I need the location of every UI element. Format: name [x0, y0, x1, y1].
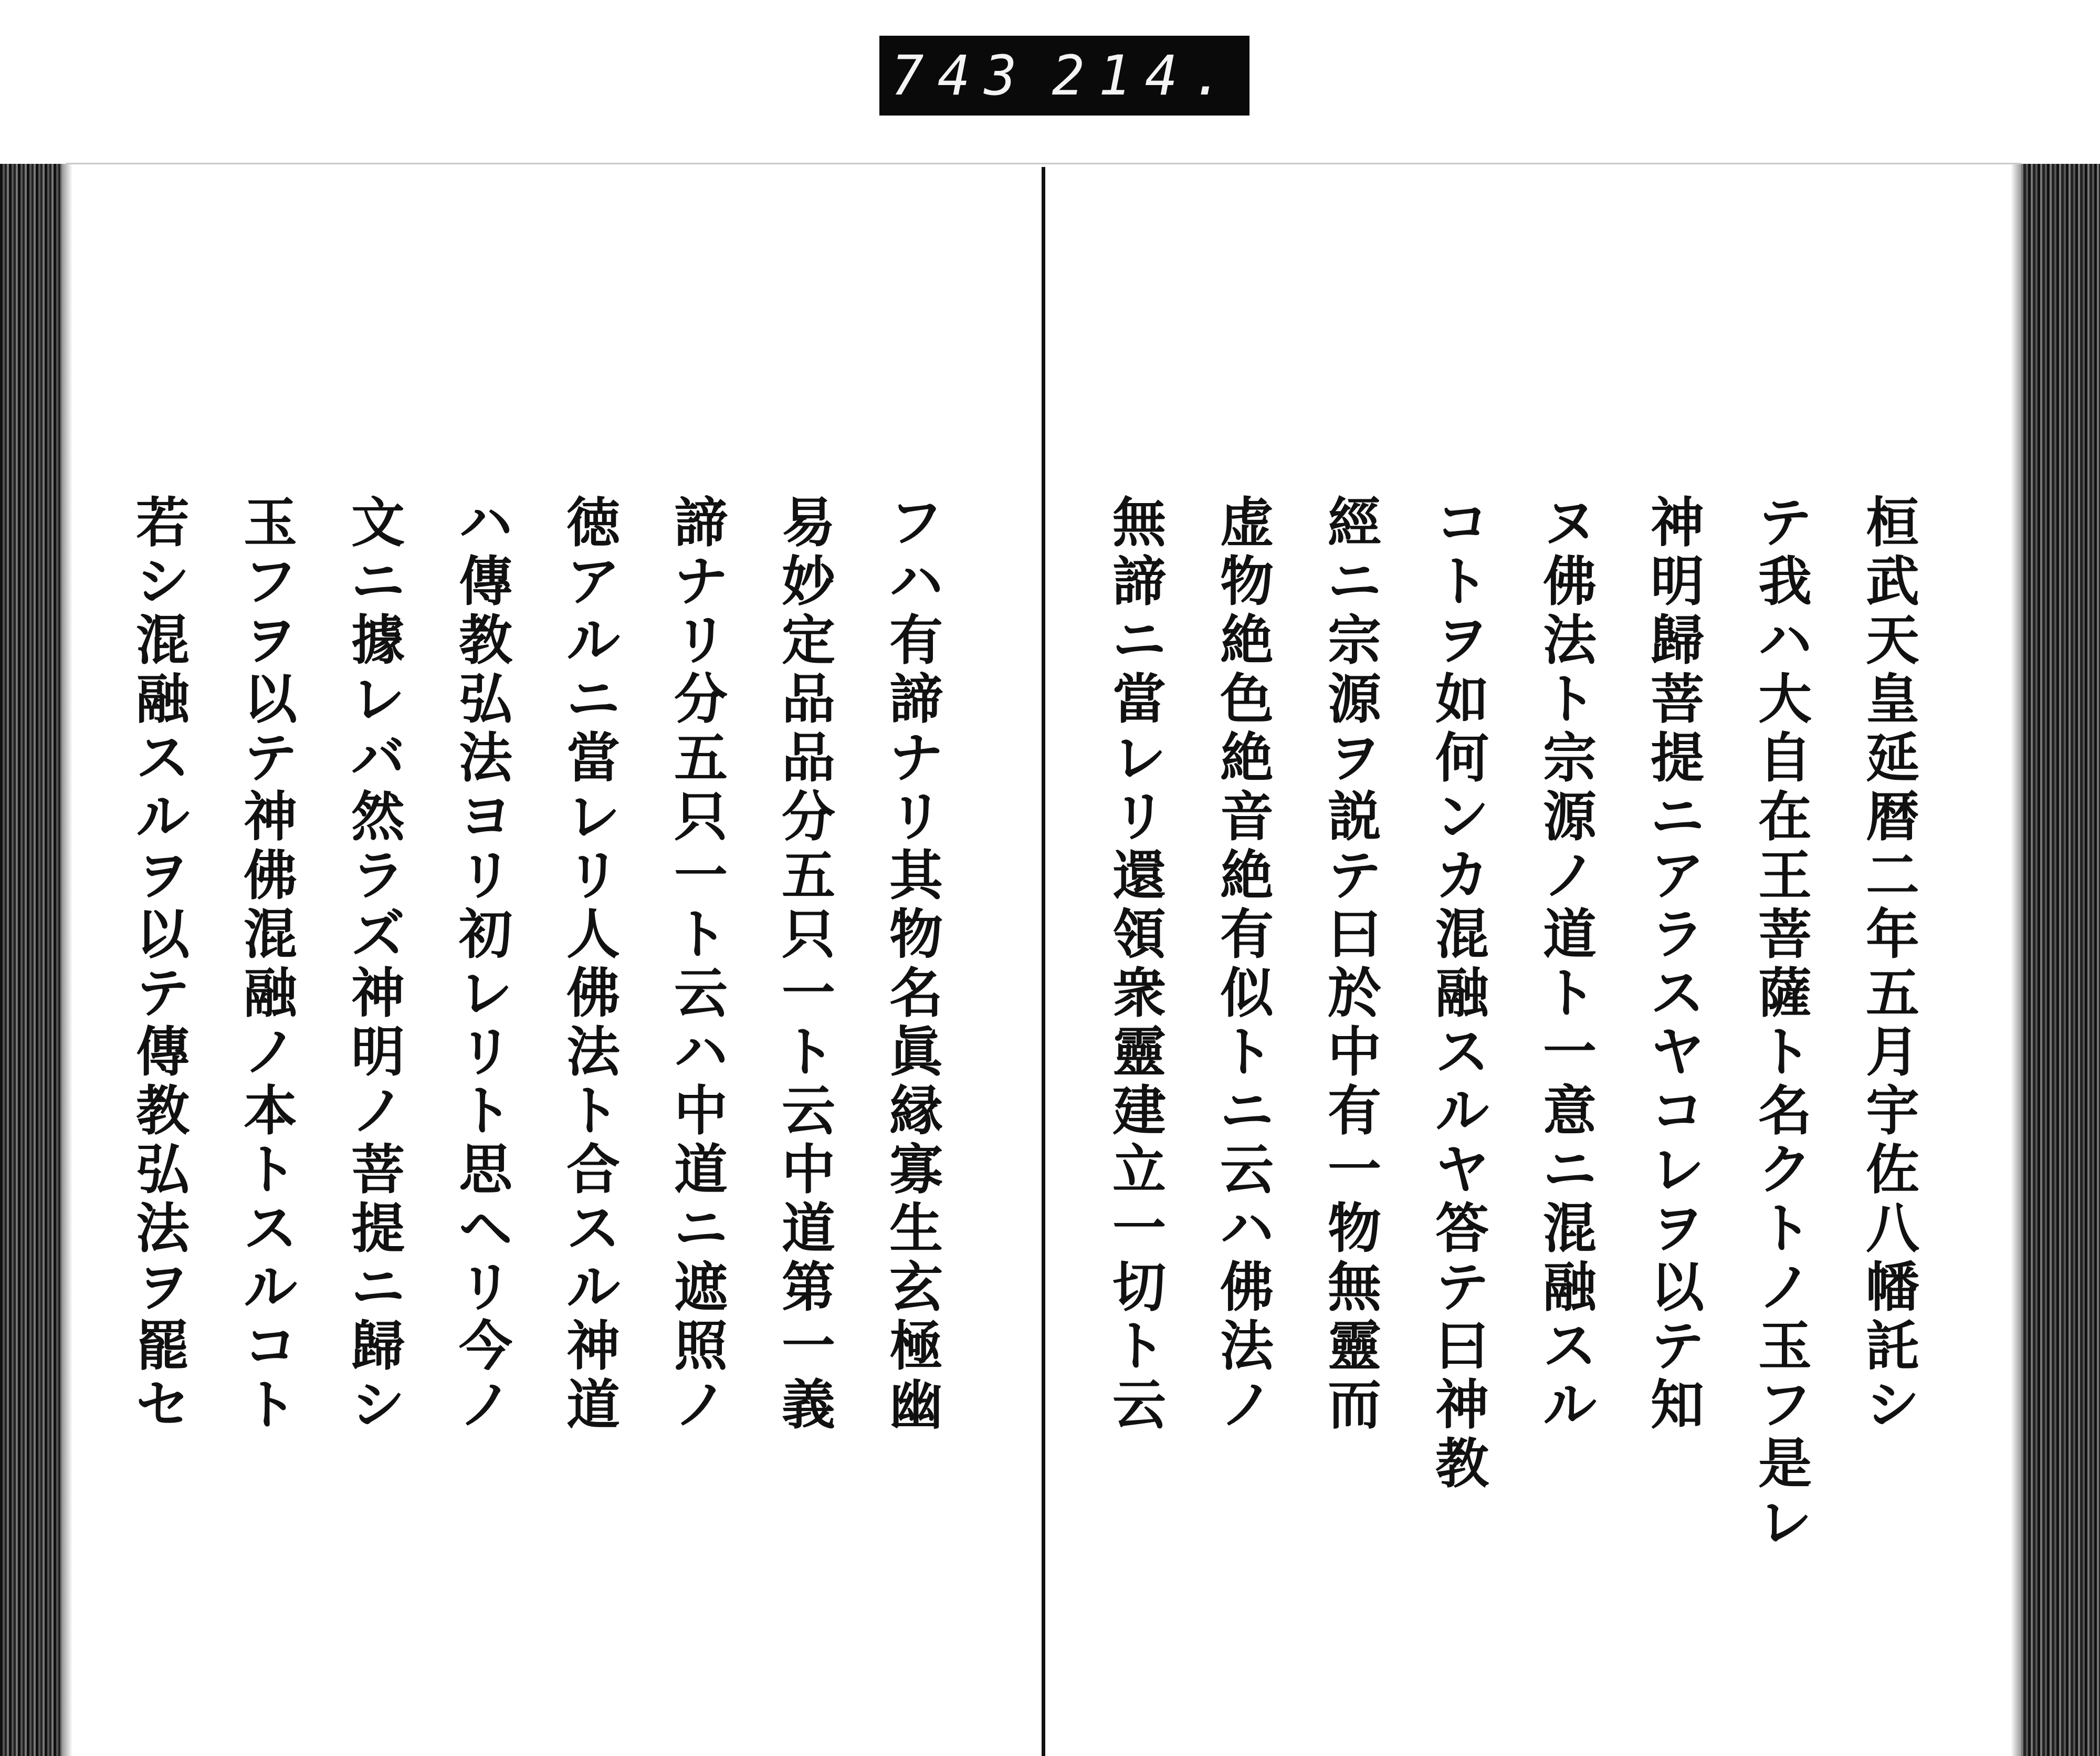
column-character: 中	[1328, 1021, 1381, 1084]
column-character: コ	[244, 1315, 297, 1378]
book-gutter	[1042, 167, 1045, 1756]
column-character: 宇	[1866, 1080, 1919, 1143]
column-character: 融	[1543, 1256, 1597, 1319]
column-character: 有	[1328, 1080, 1381, 1143]
column-character: 絶	[1220, 844, 1274, 907]
column-character: 神	[566, 1315, 620, 1378]
column-character: 切	[1112, 1256, 1166, 1319]
column-character: 神	[244, 786, 297, 849]
column-character: 思	[459, 1138, 512, 1201]
column-character: ハ	[889, 550, 943, 613]
column-character: セ	[136, 1374, 190, 1437]
column-character: 玄	[889, 1256, 943, 1319]
column-character: 靈	[1112, 1021, 1166, 1084]
column-character: 菩	[1758, 903, 1812, 966]
column-character: フ	[244, 550, 297, 613]
column-character: ト	[1543, 668, 1597, 731]
column-character: 明	[351, 1021, 405, 1084]
column-character: 當	[566, 727, 620, 790]
column-character: ス	[566, 1197, 620, 1260]
column-character: ヲ	[136, 1256, 190, 1319]
column-character: 云	[674, 962, 728, 1025]
column-character: ハ	[459, 492, 512, 555]
column-character: ナ	[889, 727, 943, 790]
column-character: 法	[1543, 609, 1597, 672]
column-character: 定	[782, 609, 835, 672]
column-character: 罷	[136, 1315, 190, 1378]
column-character: 名	[1758, 1080, 1812, 1143]
column-character: リ	[674, 609, 728, 672]
text-column	[766, 494, 850, 1435]
column-character: レ	[1651, 1138, 1704, 1201]
column-character: 佛	[1220, 1256, 1274, 1319]
column-character: 佛	[566, 962, 620, 1025]
column-character: 以	[244, 668, 297, 731]
column-character: 二	[1866, 844, 1919, 907]
column-character: ヲ	[136, 844, 190, 907]
column-character: 年	[1866, 903, 1919, 966]
column-character: 佛	[244, 844, 297, 907]
column-character: 五	[1866, 962, 1919, 1025]
column-character: 皇	[1866, 668, 1919, 731]
column-character: 混	[1543, 1197, 1597, 1260]
column-character: 合	[566, 1138, 620, 1201]
column-character: 混	[244, 903, 297, 966]
column-character: テ	[1758, 492, 1812, 555]
column-character: ノ	[351, 1080, 405, 1143]
text-column	[1528, 494, 1612, 1435]
column-character: 我	[1758, 550, 1812, 613]
column-character: 有	[1220, 903, 1274, 966]
column-character: 融	[1435, 962, 1489, 1025]
text-column	[874, 494, 958, 1435]
column-character: 品	[782, 727, 835, 790]
column-character: 物	[1220, 550, 1274, 613]
column-character: ハ	[674, 1021, 728, 1084]
column-character: 託	[1866, 1315, 1919, 1378]
column-character: 提	[351, 1197, 405, 1260]
column-character: 極	[889, 1315, 943, 1378]
column-character: テ	[136, 962, 190, 1025]
frame-number-right: 214.	[1052, 44, 1238, 108]
column-character: 色	[1220, 668, 1274, 731]
column-character: 只	[782, 903, 835, 966]
column-character: ス	[1651, 962, 1704, 1025]
book-edge-left-shadow	[62, 164, 72, 1756]
column-character: 生	[889, 1197, 943, 1260]
column-character: 弘	[136, 1138, 190, 1201]
column-character: ニ	[566, 668, 620, 731]
column-character: ト	[459, 1080, 512, 1143]
column-character: ル	[1543, 1374, 1597, 1437]
column-character: 法	[459, 727, 512, 790]
column-character: 何	[1435, 727, 1489, 790]
column-character: ヤ	[1435, 1138, 1489, 1201]
column-character: ト	[566, 1080, 620, 1143]
column-character: 易	[782, 492, 835, 555]
column-character: 中	[782, 1138, 835, 1201]
column-character: 宗	[1543, 727, 1597, 790]
column-character: ノ	[459, 1374, 512, 1437]
page-top-edge	[66, 163, 2021, 164]
column-character: 靈	[1328, 1315, 1381, 1378]
column-character: 法	[566, 1021, 620, 1084]
column-character: シ	[351, 1374, 405, 1437]
column-character: レ	[459, 962, 512, 1025]
text-column	[1851, 494, 1935, 1435]
column-character: 物	[1328, 1197, 1381, 1260]
column-character: 融	[136, 668, 190, 731]
column-character: 初	[459, 903, 512, 966]
column-character: ナ	[674, 550, 728, 613]
column-character: 道	[1543, 903, 1597, 966]
column-character: フ	[889, 492, 943, 555]
column-character: 似	[1220, 962, 1274, 1025]
column-character: ヲ	[1651, 1197, 1704, 1260]
book-edge-right	[2021, 164, 2100, 1756]
column-character: 以	[1651, 1256, 1704, 1319]
column-character: ノ	[244, 1021, 297, 1084]
column-character: 虚	[1220, 492, 1274, 555]
text-column	[551, 494, 635, 1435]
column-character: 衆	[1112, 962, 1166, 1025]
column-character: 本	[244, 1080, 297, 1143]
column-character: 明	[1651, 550, 1704, 613]
column-character: コ	[1435, 492, 1489, 555]
column-character: レ	[1758, 1491, 1812, 1554]
column-character: ト	[1543, 962, 1597, 1025]
book-edge-right-shadow	[2011, 164, 2021, 1756]
column-character: 如	[1435, 668, 1489, 731]
column-character: 弘	[459, 668, 512, 731]
column-character: ニ	[674, 1197, 728, 1260]
column-character: 第	[782, 1256, 835, 1319]
column-character: 物	[889, 903, 943, 966]
column-character: リ	[459, 1256, 512, 1319]
column-character: ト	[1220, 1021, 1274, 1084]
column-character: ト	[1112, 1315, 1166, 1378]
column-character: 然	[351, 786, 405, 849]
column-character: ト	[1435, 550, 1489, 613]
column-character: 領	[1112, 903, 1166, 966]
column-character: 在	[1758, 786, 1812, 849]
column-character: シ	[1866, 1374, 1919, 1437]
column-character: 只	[674, 786, 728, 849]
column-character: 自	[1758, 727, 1812, 790]
column-character: 絶	[1220, 727, 1274, 790]
column-character: ト	[1758, 1197, 1812, 1260]
column-character: ヌ	[1543, 492, 1597, 555]
column-character: 提	[1651, 727, 1704, 790]
column-character: 中	[674, 1080, 728, 1143]
column-character: 有	[889, 609, 943, 672]
column-character: ト	[782, 1021, 835, 1084]
column-character: 八	[1866, 1197, 1919, 1260]
column-character: 經	[1328, 492, 1381, 555]
column-character: 今	[459, 1315, 512, 1378]
column-character: ト	[1758, 1021, 1812, 1084]
column-character: 無	[1328, 1256, 1381, 1319]
column-character: 分	[674, 668, 728, 731]
column-character: 融	[244, 962, 297, 1025]
column-character: ル	[566, 1256, 620, 1319]
column-character: 諦	[1112, 550, 1166, 613]
column-character: ズ	[351, 903, 405, 966]
column-character: 暦	[1866, 786, 1919, 849]
text-column	[659, 494, 743, 1435]
book-edge-left	[0, 164, 66, 1756]
column-character: ニ	[351, 550, 405, 613]
column-character: レ	[351, 668, 405, 731]
column-character: 神	[1435, 1374, 1489, 1437]
column-character: ラ	[1651, 903, 1704, 966]
column-character: 教	[136, 1080, 190, 1143]
column-character: ハ	[1220, 1197, 1274, 1260]
column-character: 義	[782, 1374, 835, 1437]
column-character: 菩	[351, 1138, 405, 1201]
column-character: ヨ	[459, 786, 512, 849]
column-character: バ	[351, 727, 405, 790]
column-character: 分	[782, 786, 835, 849]
text-column	[121, 494, 205, 1435]
column-character: リ	[459, 1021, 512, 1084]
text-column	[1420, 492, 1504, 1496]
column-character: 神	[351, 962, 405, 1025]
column-character: 大	[1758, 668, 1812, 731]
column-character: 一	[1112, 1197, 1166, 1260]
column-character: 教	[459, 609, 512, 672]
column-character: ノ	[674, 1374, 728, 1437]
column-character: ル	[566, 609, 620, 672]
column-character: 桓	[1866, 492, 1919, 555]
column-character: ル	[244, 1256, 297, 1319]
column-character: 幡	[1866, 1256, 1919, 1319]
column-character: 傳	[136, 1021, 190, 1084]
column-character: テ	[244, 727, 297, 790]
column-character: ラ	[351, 844, 405, 907]
column-character: ニ	[1651, 786, 1704, 849]
column-character: 人	[566, 903, 620, 966]
frame-number-stamp	[879, 36, 1250, 116]
column-character: 諦	[889, 668, 943, 731]
column-character: 玉	[1758, 1315, 1812, 1378]
column-character: ニ	[1328, 550, 1381, 613]
column-character: リ	[889, 786, 943, 849]
column-character: テ	[1328, 844, 1381, 907]
column-character: 於	[1328, 962, 1381, 1025]
column-character: 一	[782, 962, 835, 1025]
column-character: 諦	[674, 492, 728, 555]
column-character: 答	[1435, 1197, 1489, 1260]
column-character: ノ	[1758, 1256, 1812, 1319]
column-character: リ	[1112, 786, 1166, 849]
column-character: ル	[136, 786, 190, 849]
column-character: 説	[1328, 786, 1381, 849]
column-character: ニ	[1112, 609, 1166, 672]
column-character: 一	[674, 844, 728, 907]
column-character: 云	[1220, 1138, 1274, 1201]
text-column	[1635, 494, 1719, 1435]
column-character: 月	[1866, 1021, 1919, 1084]
text-column	[1312, 494, 1396, 1435]
column-character: 妙	[782, 550, 835, 613]
column-character: 神	[1651, 492, 1704, 555]
column-character: ニ	[351, 1256, 405, 1319]
text-column	[336, 494, 420, 1435]
column-character: 品	[782, 668, 835, 731]
column-character: 知	[1651, 1374, 1704, 1437]
column-character: テ	[1651, 1315, 1704, 1378]
column-character: 天	[1866, 609, 1919, 672]
column-character: ン	[1435, 786, 1489, 849]
column-character: 教	[1435, 1433, 1489, 1496]
column-character: 五	[674, 727, 728, 790]
column-character: 一	[782, 1315, 835, 1378]
column-character: 其	[889, 844, 943, 907]
column-character: 名	[889, 962, 943, 1025]
column-character: 薩	[1758, 962, 1812, 1025]
column-character: 意	[1543, 1080, 1597, 1143]
column-character: 法	[136, 1197, 190, 1260]
column-character: 以	[136, 903, 190, 966]
column-character: ヲ	[1328, 727, 1381, 790]
column-character: ヤ	[1651, 1021, 1704, 1084]
column-character: 徳	[566, 492, 620, 555]
column-character: 延	[1866, 727, 1919, 790]
frame-number-left: 743	[891, 44, 1031, 108]
column-character: 文	[351, 492, 405, 555]
column-character: 絶	[1220, 609, 1274, 672]
column-character: 道	[674, 1138, 728, 1201]
column-character: ニ	[1220, 1080, 1274, 1143]
column-character: 傳	[459, 550, 512, 613]
column-character: 云	[1112, 1374, 1166, 1437]
column-character: リ	[459, 844, 512, 907]
column-character: 遮	[674, 1256, 728, 1319]
column-character: ア	[566, 550, 620, 613]
column-character: 五	[782, 844, 835, 907]
column-character: 混	[1435, 903, 1489, 966]
column-character: ス	[1543, 1315, 1597, 1378]
column-character: ヲ	[244, 609, 297, 672]
column-character: 玉	[244, 492, 297, 555]
column-character: 是	[1758, 1433, 1812, 1496]
column-character: 當	[1112, 668, 1166, 731]
column-character: ス	[1435, 1021, 1489, 1084]
column-character: 菩	[1651, 668, 1704, 731]
column-character: フ	[1758, 1374, 1812, 1437]
column-character: レ	[1112, 727, 1166, 790]
text-column	[228, 494, 312, 1435]
column-character: ス	[244, 1197, 297, 1260]
column-character: ハ	[1758, 609, 1812, 672]
column-character: ヲ	[1435, 609, 1489, 672]
column-character: 宗	[1328, 609, 1381, 672]
column-character: 而	[1328, 1374, 1381, 1437]
column-character: ト	[674, 903, 728, 966]
column-character: 武	[1866, 550, 1919, 613]
column-character: 云	[782, 1080, 835, 1143]
text-column	[444, 494, 528, 1435]
column-character: ル	[1435, 1080, 1489, 1143]
column-character: 一	[1543, 1021, 1597, 1084]
column-character: コ	[1651, 1080, 1704, 1143]
column-character: テ	[1435, 1256, 1489, 1319]
column-character: ト	[244, 1138, 297, 1201]
text-column	[1097, 494, 1181, 1435]
column-character: 源	[1328, 668, 1381, 731]
column-character: 建	[1112, 1080, 1166, 1143]
column-character: 歸	[1651, 609, 1704, 672]
column-character: リ	[566, 844, 620, 907]
column-character: レ	[566, 786, 620, 849]
column-character: ニ	[1543, 1138, 1597, 1201]
column-character: 混	[136, 609, 190, 672]
column-character: 道	[566, 1374, 620, 1437]
column-character: 佛	[1543, 550, 1597, 613]
column-character: ス	[136, 727, 190, 790]
column-character: 若	[136, 492, 190, 555]
column-character: 一	[1328, 1138, 1381, 1201]
column-character: 法	[1220, 1315, 1274, 1378]
column-character: 道	[782, 1197, 835, 1260]
column-character: 還	[1112, 844, 1166, 907]
column-character: 王	[1758, 844, 1812, 907]
column-character: ノ	[1220, 1374, 1274, 1437]
column-character: 曰	[1435, 1315, 1489, 1378]
column-character: 佐	[1866, 1138, 1919, 1201]
text-column	[1205, 494, 1289, 1435]
column-character: シ	[136, 550, 190, 613]
column-character: ト	[244, 1374, 297, 1437]
column-character: 眞	[889, 1021, 943, 1084]
text-column	[1743, 494, 1827, 1552]
column-character: 音	[1220, 786, 1274, 849]
column-character: 無	[1112, 492, 1166, 555]
column-character: 幽	[889, 1374, 943, 1437]
column-character: カ	[1435, 844, 1489, 907]
column-character: 曰	[1328, 903, 1381, 966]
column-character: 寡	[889, 1138, 943, 1201]
column-character: 據	[351, 609, 405, 672]
column-character: 歸	[351, 1315, 405, 1378]
column-character: ア	[1651, 844, 1704, 907]
column-character: ノ	[1543, 844, 1597, 907]
column-character: 立	[1112, 1138, 1166, 1201]
column-character: 照	[674, 1315, 728, 1378]
column-character: ク	[1758, 1138, 1812, 1201]
column-character: 縁	[889, 1080, 943, 1143]
column-character: 源	[1543, 786, 1597, 849]
column-character: ヘ	[459, 1197, 512, 1260]
